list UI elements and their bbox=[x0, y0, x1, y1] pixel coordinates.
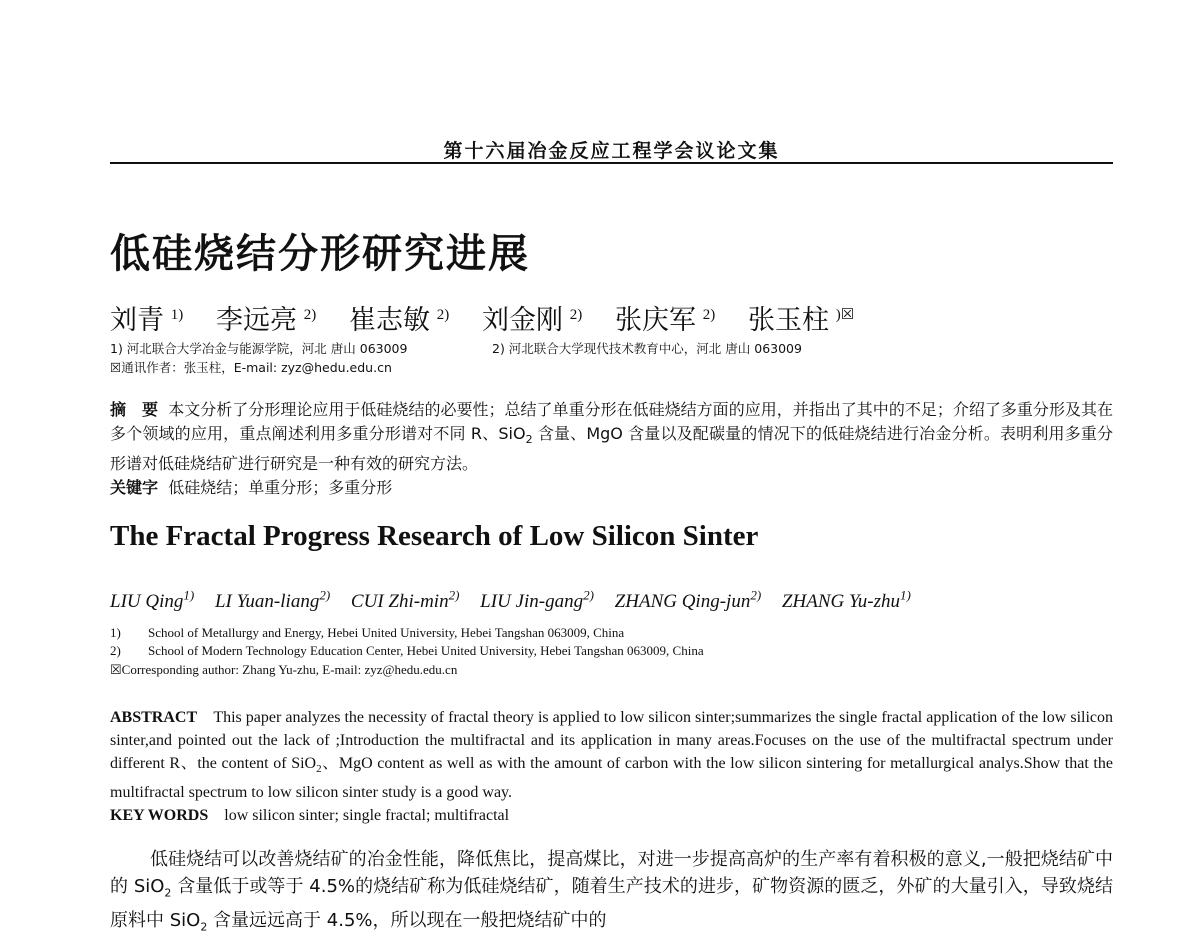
en-keywords: KEY WORDS low silicon sinter; single fractal; multifractal bbox=[110, 807, 510, 825]
cn-abstract-label: 摘 要 bbox=[110, 400, 159, 419]
running-header: 第十六届冶金反应工程学会议论文集 bbox=[110, 136, 1113, 164]
en-abstract-label: ABSTRACT bbox=[110, 709, 198, 726]
en-author: ZHANG Qing-jun$^{2)}$ bbox=[614, 588, 762, 613]
en-keywords-label: KEY WORDS bbox=[110, 807, 209, 825]
cn-author: 李远亮 $^{2)}$ bbox=[216, 305, 317, 335]
cn-author: 崔志敏 $^{2)}$ bbox=[349, 305, 450, 335]
cn-author: 张玉柱 )☒ bbox=[748, 305, 855, 335]
cn-keywords-label: 关键字 bbox=[110, 478, 159, 498]
body-paragraph: 低硅烧结可以改善烧结矿的冶金性能，降低焦比，提高煤比，对进一步提高高炉的生产率有着积极的意义,一般把烧结矿中的 SiO$_2$ 含量低于或等于 4.5%的烧结矿称为低硅烧结矿，随着生产技术的进步，矿物资源的匮乏，外矿的大量引入，导致烧结原料中 SiO$_2$ 含量远远高于 4.5%，所以现在一般把烧结矿中的 bbox=[110, 849, 1113, 934]
en-author: CUI Zhi-$\min^{2)}$ bbox=[350, 588, 460, 613]
cn-corresponding-author: ☒通讯作者：张玉柱，E-mail: zyz@hedu.edu.cn bbox=[110, 360, 392, 375]
chinese-abstract: 摘 要 本文分析了分形理论应用于低硅烧结的必要性；总结了单重分形在低硅烧结方面的应用，并指出了其中的不足；介绍了多重分形及其在多个领域的应用，重点阐述利用多重分形谱对不同 R、SiO$_2$ 含量、MgO 含量以及配碳量的情况下的低硅烧结进行冶金分析。表明利用多重分形谱对低硅烧结矿进行研究是一种有效的研究方法。 关键字 低硅烧结；单重分形；多重分形 bbox=[110, 398, 1113, 500]
en-author: LIU Jin-gang$^{2)}$ bbox=[480, 588, 594, 613]
english-title: The Fractal Progress Research of Low Silicon Sinter bbox=[110, 520, 759, 552]
en-author: ZHANG Yu-zhu$^{1)}$ bbox=[781, 588, 911, 613]
cn-keywords: 关键字 低硅烧结；单重分形；多重分形 bbox=[110, 478, 393, 498]
english-author-list bbox=[110, 588, 927, 613]
cn-author: 张庆军 $^{2)}$ bbox=[615, 305, 716, 335]
en-corresponding-author: ☒Corresponding author: Zhang Yu-zhu, E-mail: zyz@hedu.edu.cn bbox=[110, 662, 458, 677]
english-abstract: ABSTRACT This paper analyzes the necessity of fractal theory is applied to low silicon sinter;summarizes the single fractal application of the low silicon sinter,and pointed out the lack of ;Introduction the multifractal and its application in many areas.Focuses on the use of the multifractal spectrum under different R、the content of SiO$_2$、MgO content as well as with the amount of carbon with the low silicon sintering for metallurgical analys.Show that the multifractal spectrum to low silicon sinter study is a good way. KEY WORDS low silicon sinter; single fractal; multifractal bbox=[110, 706, 1113, 827]
cn-affiliation-2: 2) 河北联合大学现代技术教育中心，河北 唐山 063009 bbox=[492, 341, 802, 356]
en-author: LI Yuan-liang$^{2)}$ bbox=[214, 588, 331, 613]
cn-author: 刘金刚 $^{2)}$ bbox=[482, 305, 583, 335]
cn-affiliation-1: 1) 河北联合大学冶金与能源学院，河北 唐山 063009 bbox=[110, 341, 408, 356]
en-affiliation-1: 1) School of Metallurgy and Energy, Hebei United University, Hebei Tangshan 063009, China bbox=[110, 625, 625, 640]
cn-author: 刘青 $^{1)}$ bbox=[110, 305, 184, 335]
chinese-title: 低硅烧结分形研究进展 bbox=[110, 231, 530, 277]
en-author: LIU Qing$^{1)}$ bbox=[110, 588, 195, 613]
en-affiliation-2: 2) School of Modern Technology Education Center, Hebei United University, Hebei Tangshan 063009, China bbox=[110, 643, 704, 658]
chinese-author-list bbox=[110, 298, 880, 337]
